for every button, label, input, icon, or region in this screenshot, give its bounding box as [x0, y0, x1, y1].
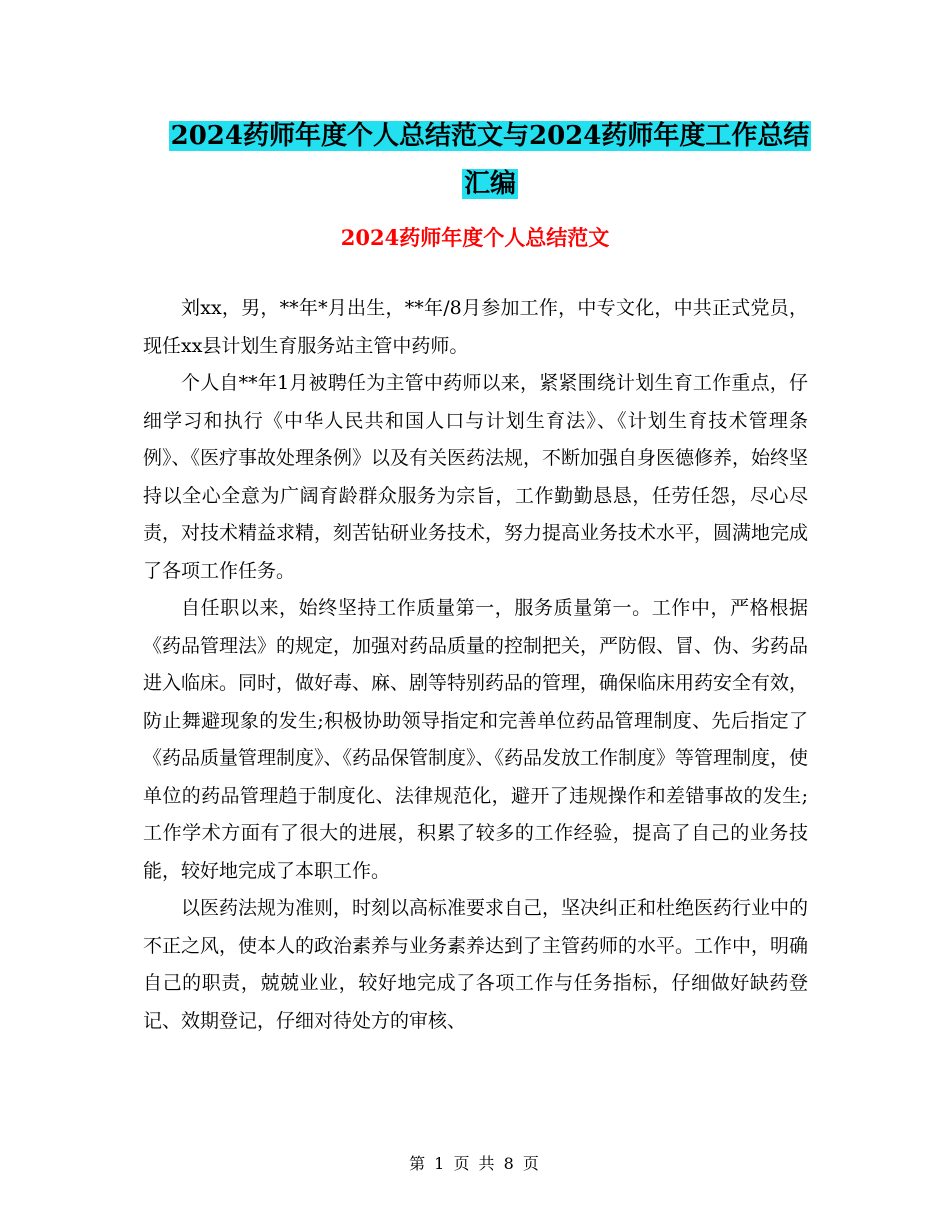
page-number-footer: 第 1 页 共 8 页: [409, 1154, 541, 1173]
document-body: [143, 290, 808, 1040]
paragraph-3: 自任职以来，始终坚持工作质量第一，服务质量第一。工作中，严格根据《药品管理法》的规定，加强对药品质量的控制把关，严防假、冒、伪、劣药品进入临床。同时，做好毒、麻、剧等特别药品的管理，确保临床用药安全有效，防止舞避现象的发生;积极协助领导指定和完善单位药品管理制度、先后指定了《药品质量管理制度》、《药品保管制度》、《药品发放工作制度》等管理制度，使单位的药品管理趋于制度化、法律规范化，避开了违规操作和差错事故的发生;工作学术方面有了很大的进展，积累了较多的工作经验，提高了自己的业务技能，较好地完成了本职工作。: [143, 597, 809, 882]
paragraph-4: 以医药法规为准则，时刻以高标准要求自己，坚决纠正和杜绝医药行业中的不正之风，使本人的政治素养与业务素养达到了主管药师的水平。工作中，明确自己的职责，兢兢业业，较好地完成了各项工作与任务指标，仔细做好缺药登记、效期登记，仔细对待处方的审核、: [143, 897, 809, 1032]
document-title-line-1: 2024药师年度个人总结范文与2024药师年度工作总结: [170, 121, 810, 151]
section-title: 2024药师年度个人总结范文: [340, 225, 610, 250]
paragraph-2: 个人自**年1月被聘任为主管中药师以来，紧紧围绕计划生育工作重点，仔细学习和执行《中华人民共和国人口与计划生育法》、《计划生育技术管理条例》、《医疗事故处理条例》以及有关医药法规，不断加强自身医德修养，始终坚持以全心全意为广阔育龄群众服务为宗旨，工作勤勤恳恳，任劳任怨，尽心尽责，对技术精益求精，刻苦钻研业务技术，努力提高业务技术水平，圆满地完成了各项工作任务。: [143, 372, 809, 582]
paragraph-1: 刘xx，男，**年*月出生，**年/8月参加工作，中专文化，中共正式党员，现任xx县计划生育服务站主管中药师。: [143, 297, 808, 357]
document-title-line-2: 汇编: [463, 169, 516, 199]
document-title: [140, 112, 840, 208]
